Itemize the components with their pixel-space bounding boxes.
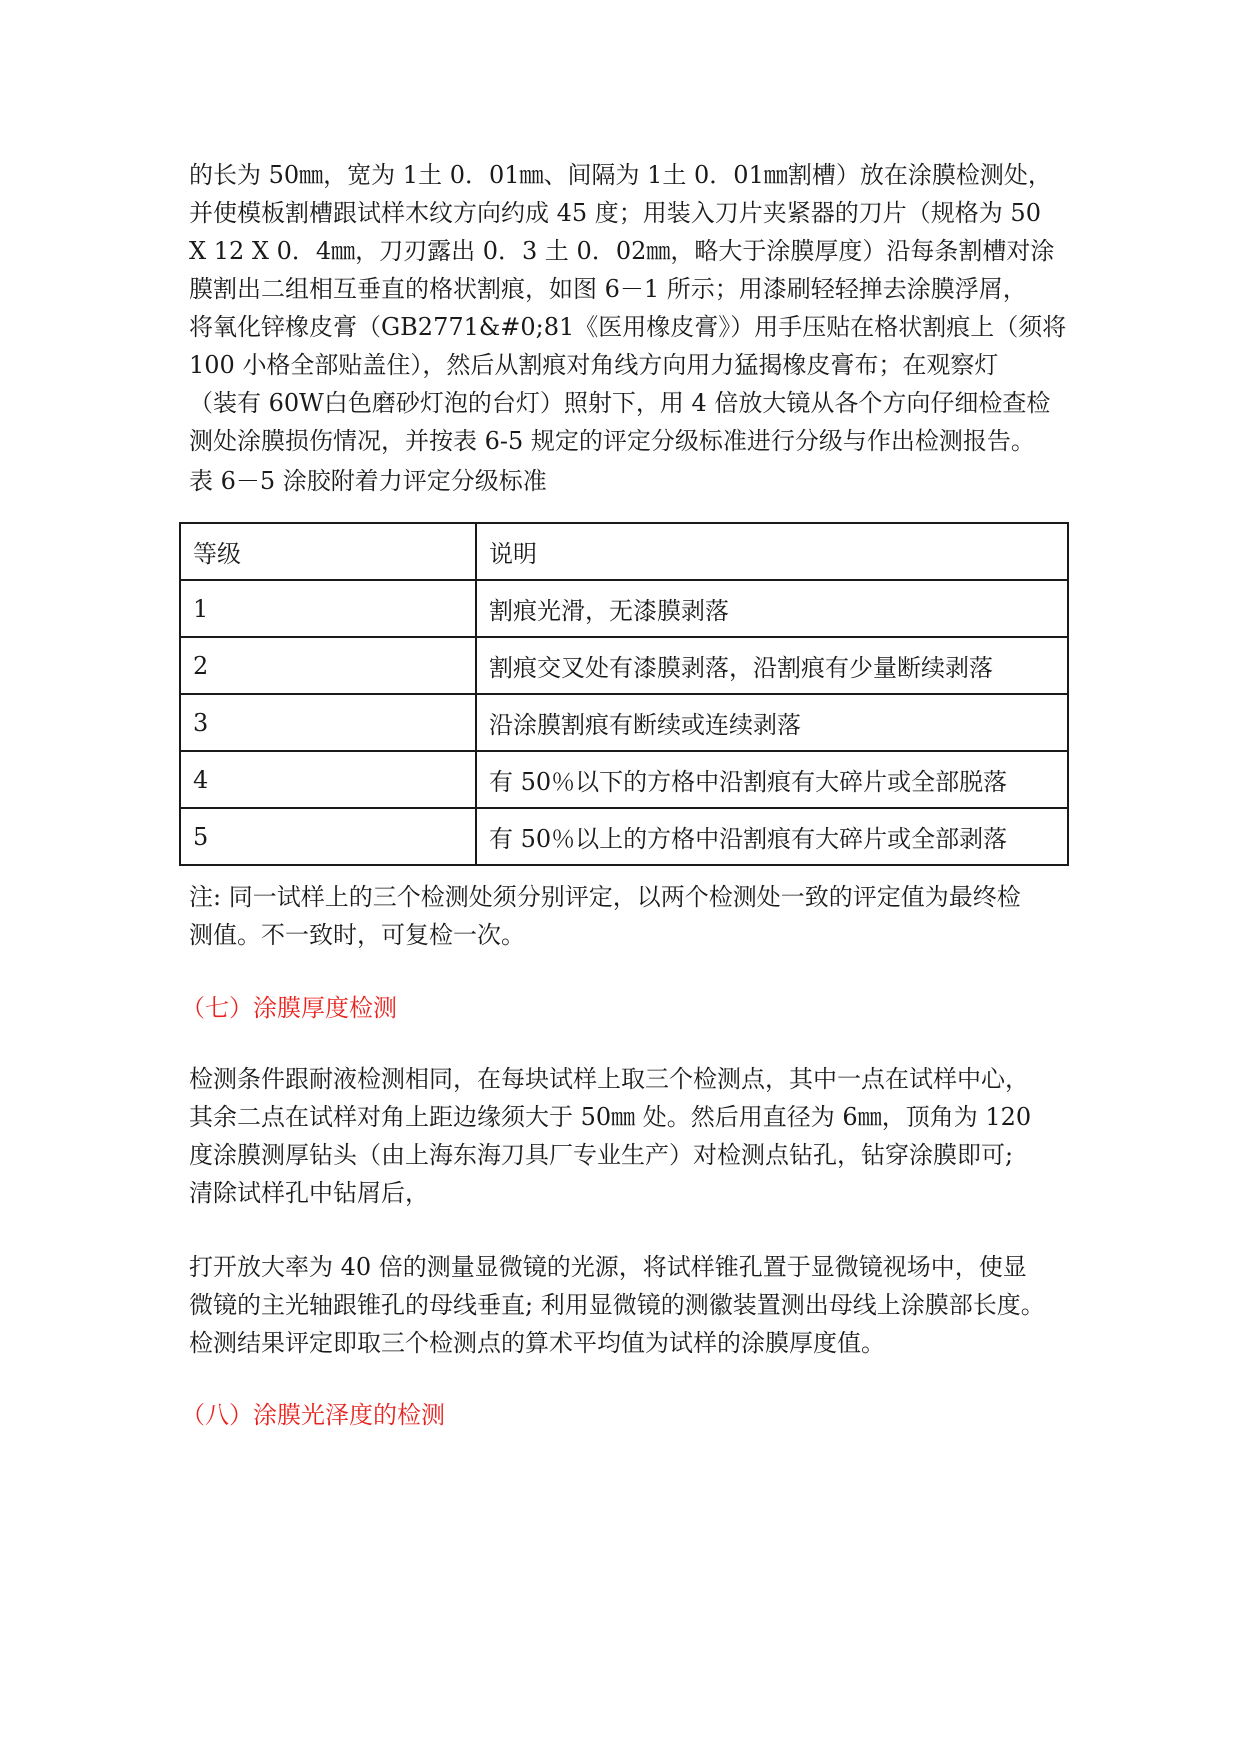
text-line: 膜割出二组相互垂直的格状割痕，如图 6－1 所示；用漆刷轻轻掸去涂膜浮屑， (189, 275, 1027, 303)
table-row (180, 637, 1068, 694)
cell-level: 3 (180, 694, 476, 751)
text-line: 测处涂膜损伤情况，并按表 6-5 规定的评定分级标准进行分级与作出检测报告。 (189, 427, 1035, 455)
cell-level: 1 (180, 580, 476, 637)
text-line: 将氧化锌橡皮膏（GB2771&#0;81《医用橡皮膏》）用手压贴在格状割痕上（须将 (189, 313, 1067, 341)
table-row (180, 751, 1068, 808)
table-note (189, 878, 1021, 954)
paragraph-adhesion-method (189, 156, 1066, 460)
paragraph-microscope-method (189, 1248, 1045, 1362)
section-heading-gloss: （八）涂膜光泽度的检测 (181, 1401, 445, 1429)
text-line: 检测结果评定即取三个检测点的算术平均值为试样的涂膜厚度值。 (189, 1329, 885, 1357)
table-row (180, 808, 1068, 865)
text-line: 测值。不一致时，可复检一次。 (189, 921, 525, 949)
table-row (180, 694, 1068, 751)
text-line: 打开放大率为 40 倍的测量显微镜的光源，将试样锥孔置于显微镜视场中，使显 (189, 1253, 1027, 1281)
cell-level: 2 (180, 637, 476, 694)
text-line: 清除试样孔中钻屑后， (189, 1179, 429, 1207)
cell-description: 有 50％以下的方格中沿割痕有大碎片或全部脱落 (476, 751, 1068, 808)
paragraph-thickness-method (189, 1060, 1031, 1212)
text-line: X 12 X 0．4㎜，刀刃露出 0．3 土 0．02㎜，略大于涂膜厚度）沿每条割槽对涂 (189, 237, 1055, 265)
table-header-row (180, 523, 1068, 580)
cell-description: 有 50％以上的方格中沿割痕有大碎片或全部剥落 (476, 808, 1068, 865)
text-line: 度涂膜测厚钻头（由上海东海刀具厂专业生产）对检测点钻孔，钻穿涂膜即可; (189, 1141, 1014, 1169)
header-cell-level: 等级 (180, 523, 476, 580)
cell-description: 割痕光滑，无漆膜剥落 (476, 580, 1068, 637)
cell-level: 4 (180, 751, 476, 808)
text-line: 检测条件跟耐液检测相同，在每块试样上取三个检测点，其中一点在试样中心， (189, 1065, 1029, 1093)
text-line: 并使模板割槽跟试样木纹方向约成 45 度；用装入刀片夹紧器的刀片（规格为 50 (189, 199, 1041, 227)
text-line: 其余二点在试样对角上距边缘须大于 50㎜ 处。然后用直径为 6㎜，顶角为 120 (189, 1103, 1032, 1131)
text-line: 的长为 50㎜，宽为 1土 0．01㎜、间隔为 1土 0．01㎜割槽）放在涂膜检测处， (189, 161, 1052, 189)
section-heading-thickness: （七）涂膜厚度检测 (181, 994, 397, 1022)
cell-description: 沿涂膜割痕有断续或连续剥落 (476, 694, 1068, 751)
text-line: 微镜的主光轴跟锥孔的母线垂直; 利用显微镜的测徽装置测出母线上涂膜部长度。 (189, 1291, 1045, 1319)
text-line: （装有 60W白色磨砂灯泡的台灯）照射下，用 4 倍放大镜从各个方向仔细检查检 (189, 389, 1051, 417)
header-cell-description: 说明 (476, 523, 1068, 580)
cell-description: 割痕交叉处有漆膜剥落，沿割痕有少量断续剥落 (476, 637, 1068, 694)
adhesion-grade-table (179, 522, 1069, 866)
table-row (180, 580, 1068, 637)
table-caption: 表 6－5 涂胶附着力评定分级标准 (189, 467, 547, 495)
cell-level: 5 (180, 808, 476, 865)
text-line: 100 小格全部贴盖住），然后从割痕对角线方向用力猛揭橡皮膏布；在观察灯 (189, 351, 999, 379)
text-line: 注: 同一试样上的三个检测处须分别评定，以两个检测处一致的评定值为最终检 (189, 883, 1021, 911)
